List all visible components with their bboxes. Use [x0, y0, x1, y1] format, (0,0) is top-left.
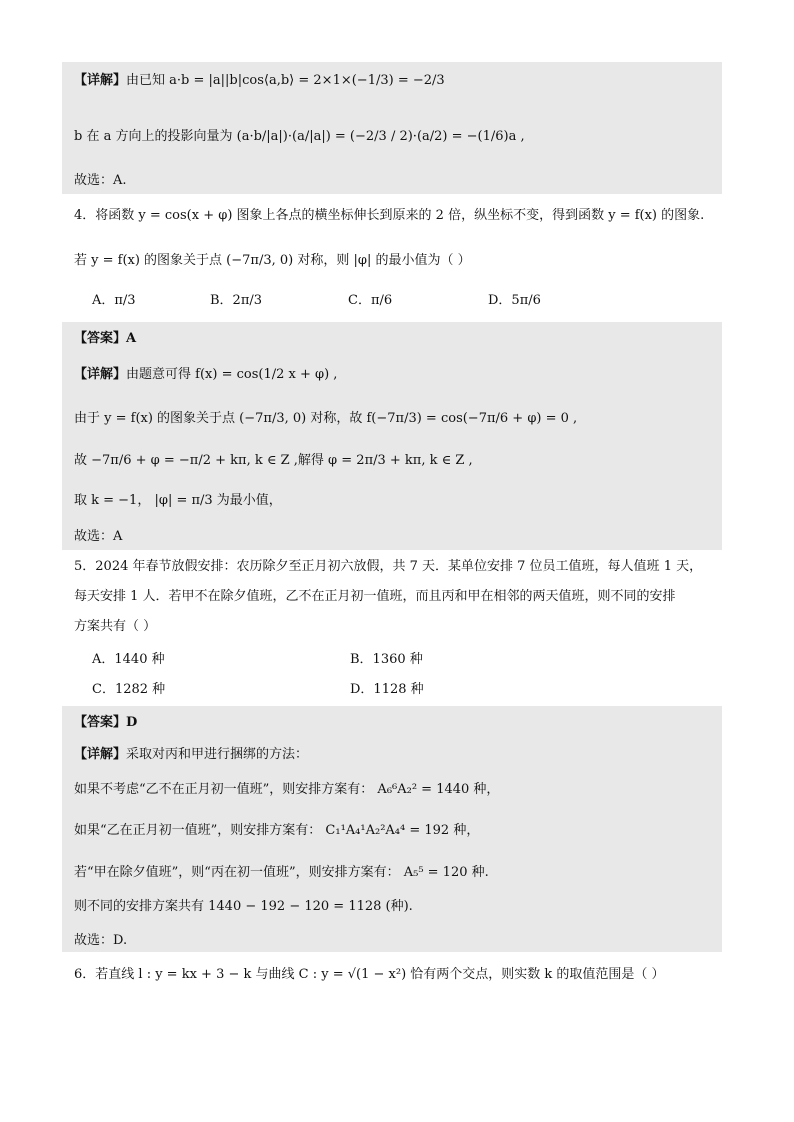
q4-choice: 故选：A [74, 529, 123, 544]
explanation-block-q4 [62, 322, 722, 550]
q4-explain-line-1 [74, 366, 337, 384]
q4-explain-line-4: 取 k = −1， |φ| = π/3 为最小值， [74, 493, 282, 508]
q5-stem-line-2: 每天安排 1 人．若甲不在除夕值班，乙不在正月初一值班，而且丙和甲在相邻的两天值班，则不同的安排 [74, 589, 676, 604]
q4-explain-line-2: 由于 y = f(x) 的图象关于点 (−7π/3, 0) 对称，故 f(−7π/3) = cos(−7π/6 + φ) = 0 , [74, 411, 578, 426]
q5-explain-1: 采取对丙和甲进行捆绑的方法： [126, 747, 309, 762]
q5-explain-line-1 [74, 746, 308, 764]
q3-choice: 故选：A. [74, 173, 127, 188]
q5-option-b: B．1360 种 [350, 652, 423, 667]
q5-option-d: D．1128 种 [350, 682, 424, 697]
q4-answer: 【答案】A [74, 331, 137, 346]
q3-explain-1-math: a·b = |a||b|cos⟨a,b⟩ = 2×1×(−1/3) = −2/3 [169, 73, 445, 88]
q5-choice: 故选：D. [74, 933, 128, 948]
q3-explain-line-1 [74, 72, 445, 90]
q5-explain-line-4: 若“甲在除夕值班”，则“丙在初一值班”，则安排方案有： A₅⁵ = 120 种. [74, 865, 489, 880]
q4-option-a: A．π/3 [92, 293, 136, 308]
q5-explain-line-3: 如果“乙在正月初一值班”，则安排方案有： C₁¹A₄¹A₂²A₄⁴ = 192 种， [74, 823, 480, 838]
q5-answer: 【答案】D [74, 715, 138, 730]
q4-option-d: D．5π/6 [488, 293, 541, 308]
q4-option-b: B．2π/3 [210, 293, 263, 308]
q5-explain-line-2: 如果不考虑“乙不在正月初一值班”，则安排方案有： A₆⁶A₂² = 1440 种， [74, 782, 500, 797]
explain-tag: 【详解】 [74, 73, 127, 88]
q4-stem-line-2: 若 y = f(x) 的图象关于点 (−7π/3, 0) 对称，则 |φ| 的最小值为（ ） [74, 253, 471, 268]
q4-option-c: C．π/6 [348, 293, 393, 308]
q4-explain-1: 由题意可得 f(x) = cos(1/2 x + φ) , [126, 367, 338, 382]
explain-tag: 【详解】 [74, 747, 127, 762]
q5-stem-line-3: 方案共有（ ） [74, 619, 157, 634]
q3-explain-line-2 [74, 128, 525, 146]
q4-stem-line-1: 4．将函数 y = cos(x + φ) 图象上各点的横坐标伸长到原来的 2 倍，纵坐标不变，得到函数 y = f(x) 的图象. [74, 208, 705, 223]
q4-explain-line-3: 故 −7π/6 + φ = −π/2 + kπ, k ∈ Z ,解得 φ = 2π/3 + kπ, k ∈ Z , [74, 453, 473, 468]
q3-explain-1-pre: 由已知 [126, 73, 166, 88]
q5-option-c: C．1282 种 [92, 682, 166, 697]
q3-explain-2-math: (a·b/|a|)·(a/|a|) = (−2/3 / 2)·(a/2) = −(1/6)a , [236, 129, 525, 144]
q6-stem: 6．若直线 l : y = kx + 3 − k 与曲线 C : y = √(1 − x²) 恰有两个交点，则实数 k 的取值范围是（ ） [74, 967, 665, 982]
q5-option-a: A．1440 种 [92, 652, 165, 667]
explain-tag: 【详解】 [74, 367, 127, 382]
q3-explain-2-pre: b 在 a 方向上的投影向量为 [74, 129, 233, 144]
q5-stem-line-1: 5．2024 年春节放假安排：农历除夕至正月初六放假，共 7 天．某单位安排 7 位员工值班，每人值班 1 天， [74, 559, 703, 574]
q5-explain-line-5: 则不同的安排方案共有 1440 − 192 − 120 = 1128 (种). [74, 899, 413, 914]
